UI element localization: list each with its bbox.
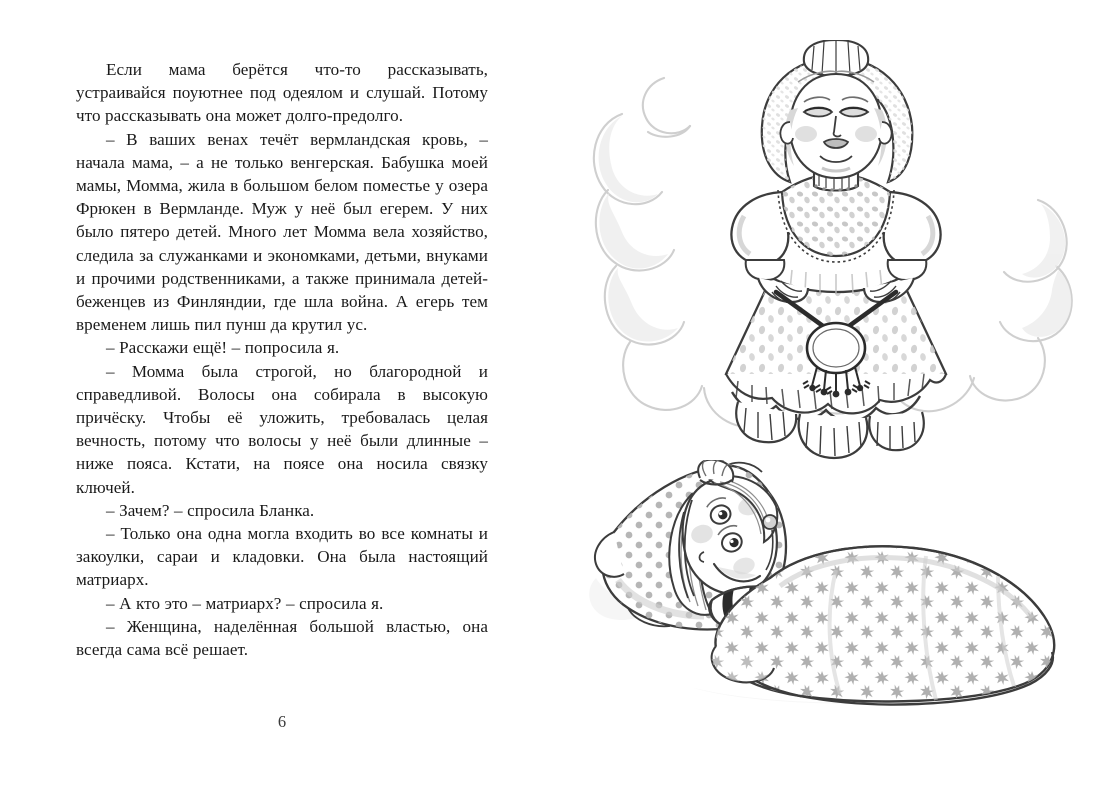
page-number: 6 <box>277 712 287 731</box>
key-ring-at-waist <box>803 323 870 397</box>
paragraph-4: – Момма была строгой, но благородной и справедливой. Волосы она собирала в высокую причёску. Чтобы её уложить, требовалась целая вечность, потому что волосы у неё были длинные – ниже пояса. Кстати, на поясе она носила связку ключей. <box>76 361 488 497</box>
paragraph-3: – Расскажи ещё! – попросила я. <box>106 338 340 358</box>
head <box>762 40 913 182</box>
paragraph-7: – А кто это – матриарх? – спросила я. <box>106 593 384 613</box>
paragraph-1: Если мама берётся что-то рассказывать, устраивайся поуютнее под одеялом и слушай. Потому что рассказывать она может долго-предолго. <box>76 60 488 126</box>
illustration-momma <box>586 40 1086 460</box>
text-column <box>76 58 488 661</box>
paragraph-6: – Только она одна могла входить во все комнаты и закоулки, сараи и кладовки. Она была настоящий матриарх. <box>76 524 488 590</box>
illustration-area <box>564 0 1100 786</box>
paragraph-8: – Женщина, наделённая большой властью, она всегда сама всё решает. <box>76 616 488 660</box>
paragraph-2: – В ваших венах течёт вермландская кровь, – начала мама, – а не только венгерская. Бабушка моей мамы, Момма, жила в большом белом поместье у озера Фрюкен в Вермланде. Муж у неё был егерем. У них было пятеро детей. Много лет Момма вела хозяйство, следила за служанками и экономками, детьми, внуками и прочими родственниками, а также принимала детей-беженцев из Финляндии, где шла война. А егерь тем временем лишь пил пунш да крутил ус. <box>76 129 488 335</box>
paragraph-5: – Зачем? – спросила Бланка. <box>106 500 315 520</box>
illustration-girl-in-bed <box>574 460 1074 720</box>
